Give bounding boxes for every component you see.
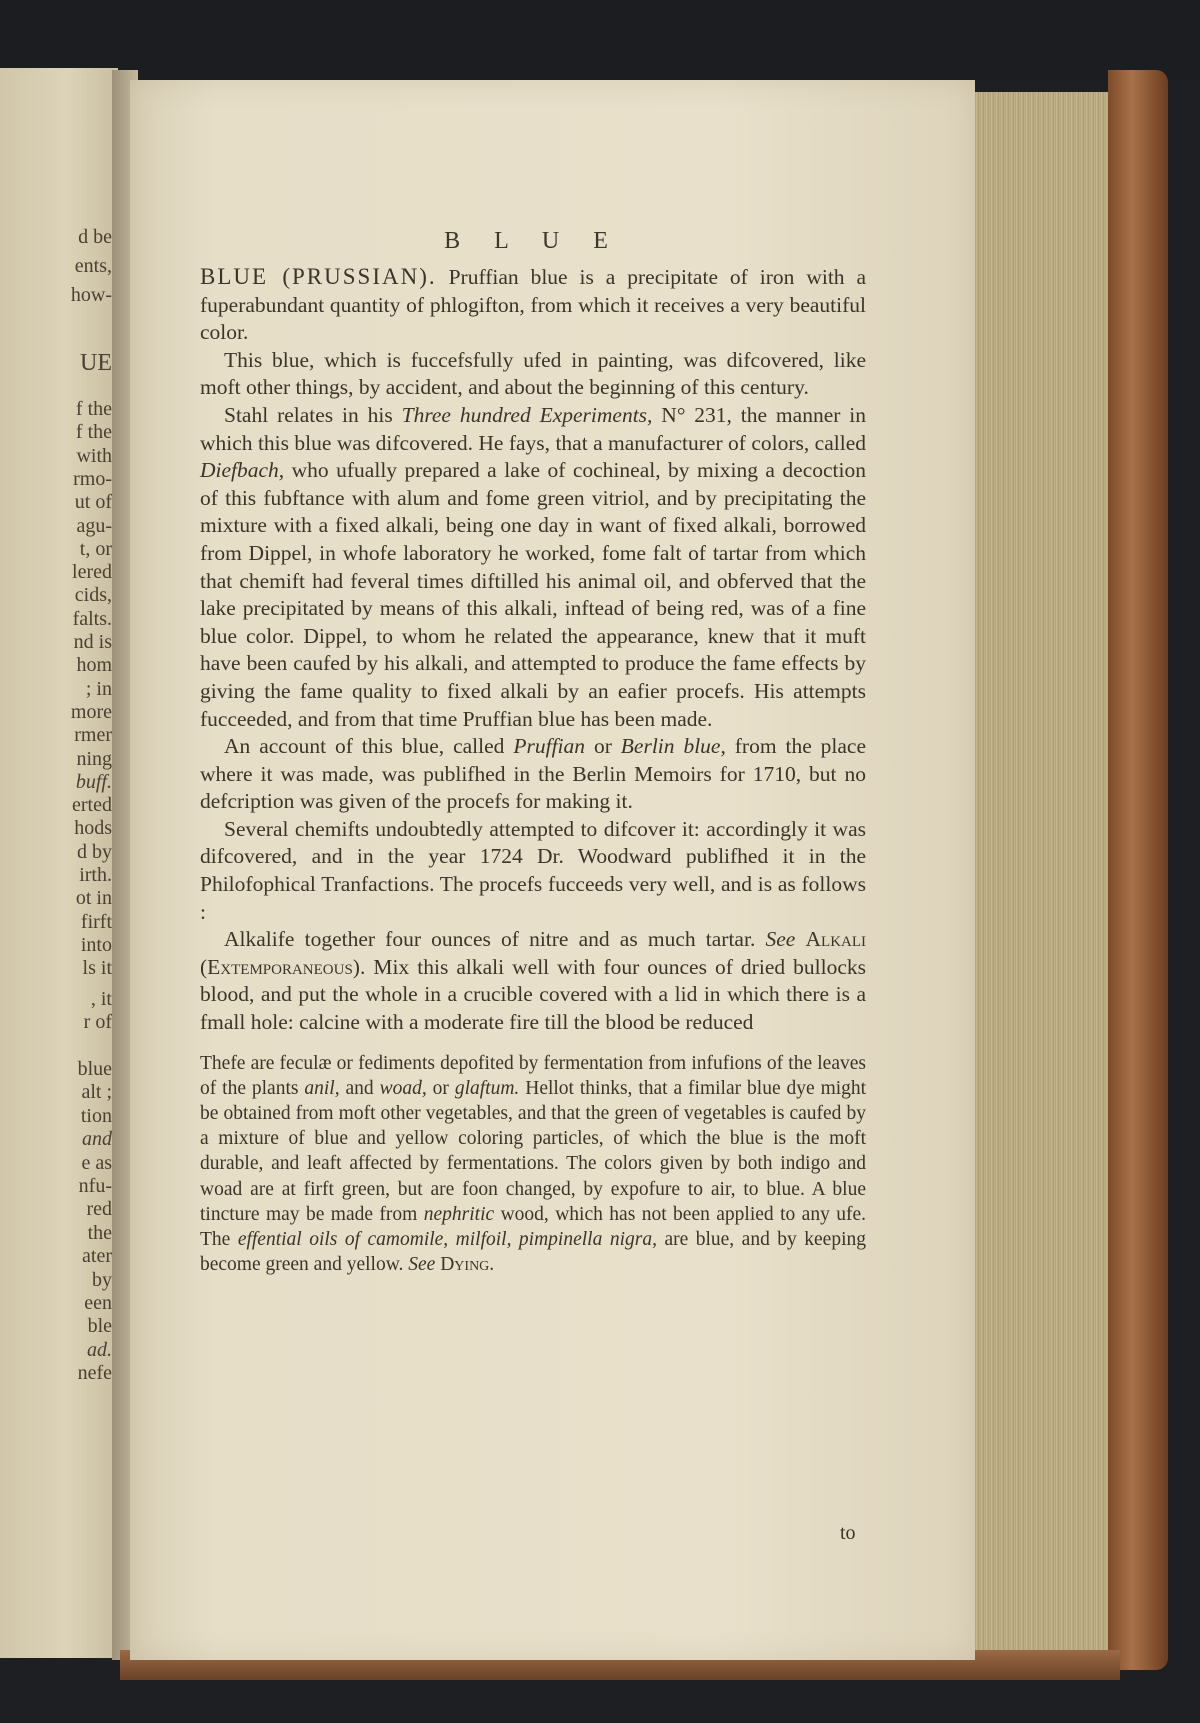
left-page-fragment: r of	[83, 1011, 112, 1033]
left-page-fragment: ls it	[82, 957, 112, 980]
left-page-fragment: rmer	[74, 724, 112, 747]
left-page-fragment: f the	[75, 398, 112, 420]
left-page-fragment: erted	[72, 794, 112, 817]
left-page-fragment: how-	[70, 284, 112, 306]
left-page-fragment: alt ;	[81, 1081, 112, 1104]
left-page-fragment: cids,	[74, 584, 112, 607]
left-page-fragment: red	[86, 1198, 112, 1221]
paragraph-6: Alkalife together four ounces of nitre and as much tartar. See Alkali (Extemporaneous). Mix this alkali well with four ounces of dried bullocks blood, and put the whole in a crucible covered with a lid in which there is a fmall hole: calcine with a moderate fire till the blood be reduced	[200, 927, 867, 1035]
left-page-fragment: e as	[81, 1151, 112, 1174]
left-page-fragment: agu-	[76, 514, 112, 537]
left-page-fragment: into	[80, 933, 112, 956]
footnote-cross-reference: Dying.	[440, 1254, 495, 1276]
left-page-fragment: hods	[74, 817, 112, 840]
cross-reference: Alkali (Extemporaneous).	[200, 927, 867, 979]
paragraph-1: BLUE (PRUSSIAN). Pruffian blue is a precipitate of iron with a fuperabundant quantity of phlogifton, from which it receives a very beautiful color.	[200, 264, 867, 345]
left-page-fragment: irth.	[79, 864, 112, 886]
leather-cover	[1108, 70, 1168, 1670]
left-page-fragment: buff.	[75, 770, 112, 793]
left-page-fragment: een	[84, 1292, 112, 1314]
paragraph-5: Several chemifts undoubtedly attempted to difcover it: accordingly it was difcovered, and in the year 1724 Dr. Woodward publifhed it in the Philofophical Tranfactions. The procefs fucceeds very well, and is as follows :	[200, 816, 866, 924]
left-page-fragment: with	[76, 444, 112, 467]
entry-heading: BLUE (PRUSSIAN).	[200, 264, 437, 289]
paragraph-4: An account of this blue, called Pruffian or Berlin blue, from the place where it was made, was publifhed in the Berlin Memoirs for 1710, but no defcription was given of the procefs for making it.	[200, 734, 867, 814]
left-page-fragment: d be	[78, 226, 112, 248]
left-page-fragment: by	[92, 1268, 112, 1291]
footnote: Thefe are feculæ or fediments depofited by fermentation from infufions of the leaves of the plants anil, and woad, or glaftum. Hellot thinks, that a fimilar blue dye might be obtained from moft other vegetables, and that the green of vegetables is caufed by a mixture of blue and yellow coloring particles, of which the blue is the moft durable, and leaft affected by fermentations. The colors given by both indigo and woad are at firft green, but are foon changed, by expofure to air, to blue. A blue tincture may be made from nephritic wood, which has not been applied to any ufe. The effential oils of camomile, milfoil, pimpinella nigra, are blue, and by keeping become green and yellow. See Dying.	[200, 1052, 867, 1276]
left-page-fragment: more	[70, 700, 112, 723]
left-page-fragment: ut of	[74, 491, 112, 514]
scanner-background	[0, 0, 1200, 80]
left-page-fragment: blue	[77, 1058, 112, 1080]
left-page-fragment: hom	[76, 654, 112, 677]
left-page-fragment: falts.	[72, 607, 112, 630]
left-page-fragment: nefe	[77, 1362, 112, 1385]
page-edges	[968, 92, 1120, 1670]
left-page-fragment: nd is	[73, 631, 112, 653]
catchword: to	[840, 1522, 856, 1544]
paragraph-2: This blue, which is fuccefsfully ufed in painting, was difcovered, like moft other things, by accident, and about the beginning of this century.	[200, 347, 866, 400]
person-name: Diefbach,	[200, 458, 285, 483]
left-page-fragment: ot in	[75, 887, 112, 910]
left-page-fragment: ents,	[74, 255, 112, 277]
left-page-fragment: f the	[75, 421, 112, 444]
paragraph-3: Stahl relates in his Three hundred Experiments, N° 231, the manner in which this blue was difcovered. He fays, that a manufacturer of colors, called Diefbach, who ufually prepared a lake of cochineal, by mixing a decoction of this fubftance with alum and fome green vitriol, and by precipitating the mixture with a fixed alkali, being one day in want of fixed alkali, borrowed from Dippel, in whofe laboratory he worked, fome falt of tartar from which that chemift had feveral times diftilled his animal oil, and obferved that the lake precipitated by means of this alkali, inftead of being red, was of a fine blue color. Dippel, to whom he related the appearance, knew that it muft have been caufed by his alkali, and attempted to produce the fame effects by giving the fame quality to fixed alkali by an eafier procefs. His attempts fucceeded, and from that time Pruffian blue has been made.	[200, 402, 866, 731]
left-page-fragment: ad.	[87, 1338, 112, 1361]
left-page-fragment: and	[82, 1128, 112, 1151]
left-page-fragment: , it	[90, 988, 112, 1010]
left-page-fragment: t, or	[79, 537, 112, 560]
left-page-fragment: nfu-	[78, 1175, 112, 1197]
page-text	[200, 228, 866, 1297]
left-page-fragment: firft	[80, 910, 112, 933]
left-page-fragment: ble	[87, 1315, 112, 1338]
book-title: Three hundred Experiments,	[401, 402, 653, 427]
left-page-fragment: the	[87, 1221, 112, 1244]
left-page-fragment: UE	[80, 350, 112, 376]
left-page-fragment: ; in	[85, 677, 112, 700]
left-page-fragment: lered	[72, 561, 112, 584]
left-page	[0, 68, 118, 1658]
left-page-fragment: rmo-	[73, 467, 112, 490]
left-page-fragment: tion	[80, 1104, 112, 1127]
left-page-fragment: d by	[77, 840, 112, 863]
left-page-fragment: ater	[82, 1245, 112, 1268]
running-head: B L U E	[444, 228, 622, 254]
left-page-fragment: ning	[76, 747, 112, 770]
